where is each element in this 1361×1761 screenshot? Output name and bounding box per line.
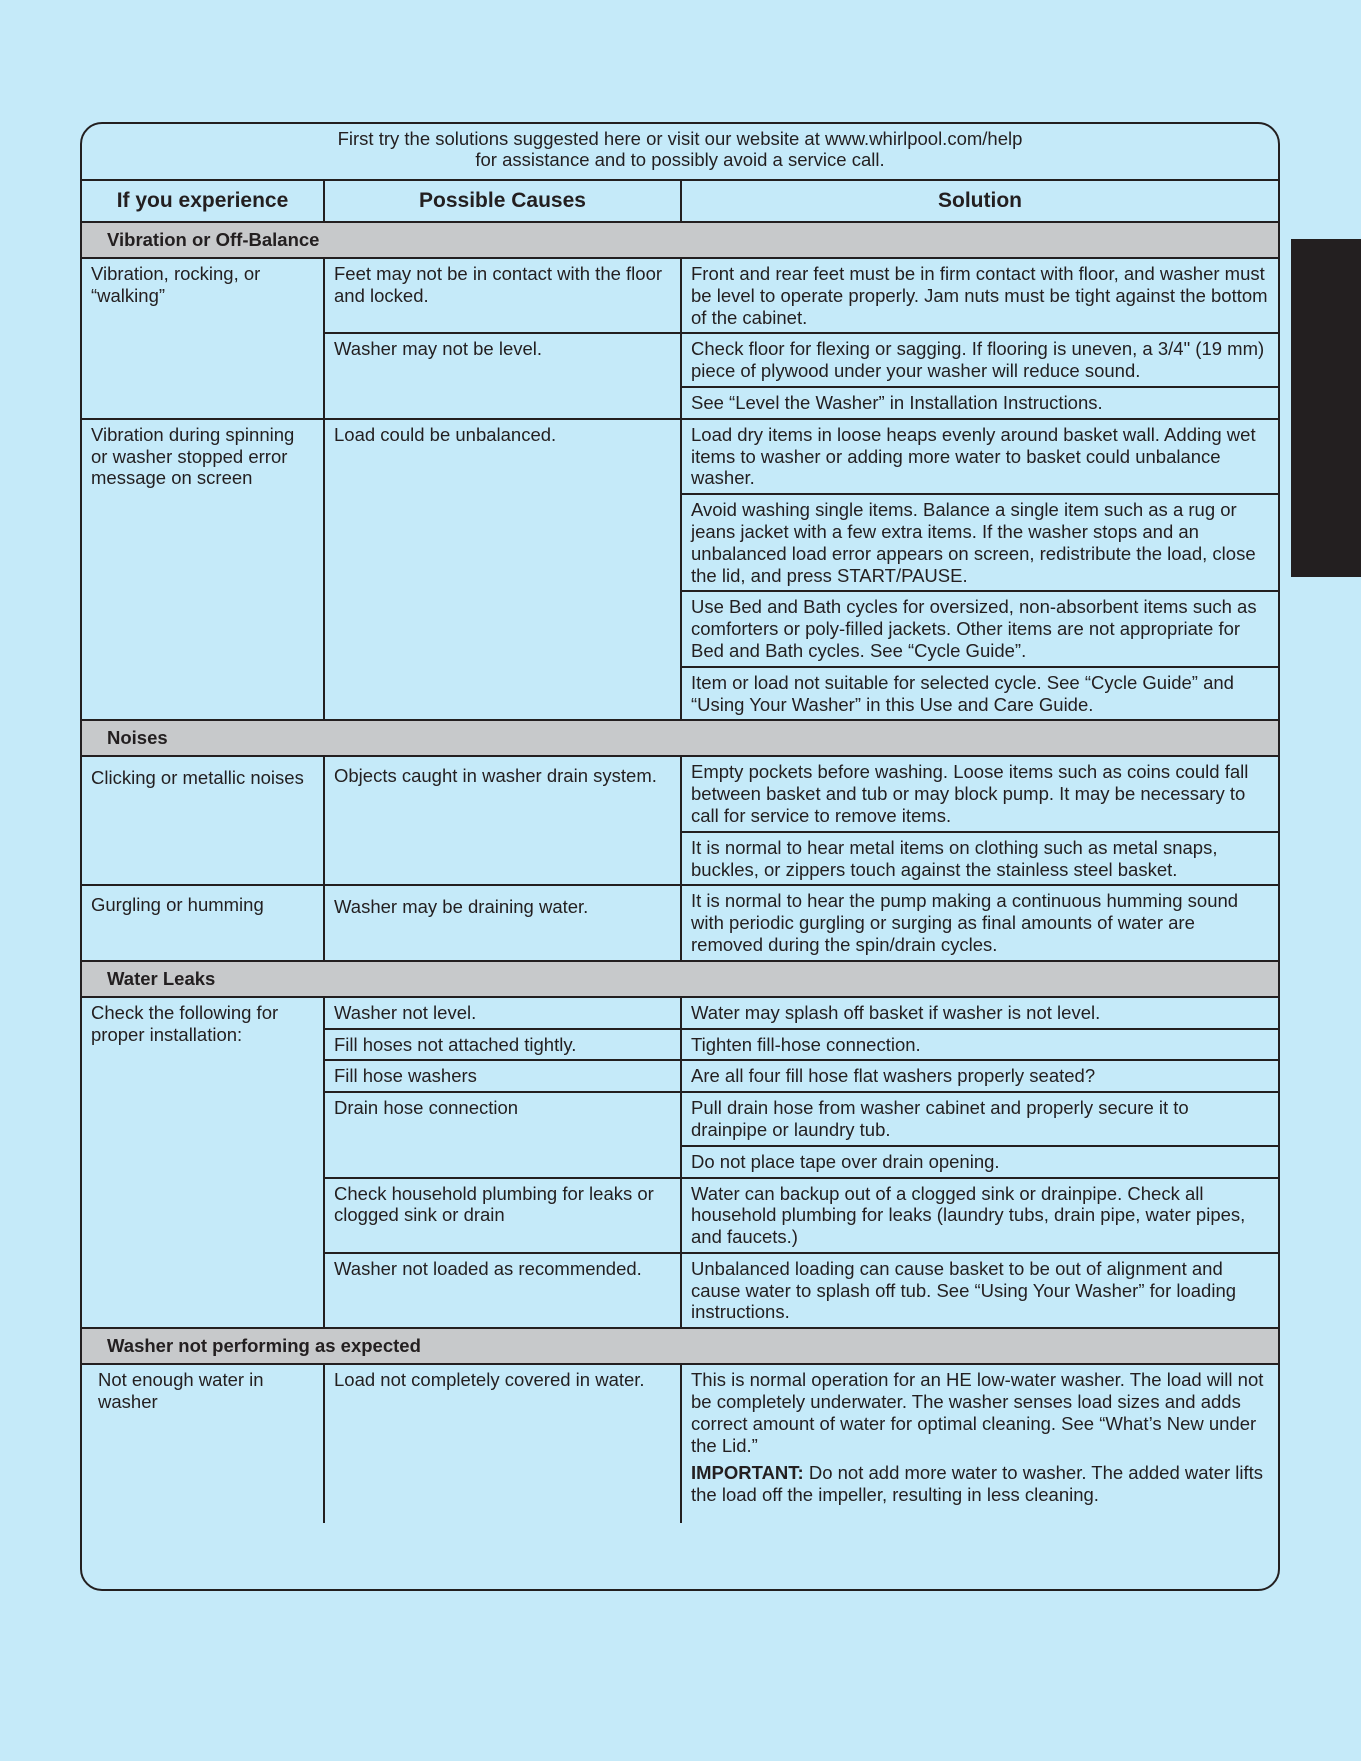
cause-cell: Check household plumbing for leaks or clogged sink or drain (324, 1178, 681, 1253)
cause-cell: Feet may not be in contact with the floor and locked. (324, 258, 681, 333)
solution-cell: See “Level the Washer” in Installation Instructions. (681, 387, 1278, 419)
section-vibration: Vibration or Off-Balance (82, 222, 1278, 258)
solution-cell: Water can backup out of a clogged sink or drainpipe. Check all household plumbing for leaks (laundry tubs, drain pipe, water pipes, and faucets.) (681, 1178, 1278, 1253)
cause-cell: Drain hose connection (324, 1092, 681, 1177)
experience-cell: Not enough water in washer (82, 1364, 324, 1523)
cause-cell: Washer may be draining water. (324, 885, 681, 960)
solution-cell (681, 1364, 1278, 1523)
section-performing: Washer not performing as expected (82, 1328, 1278, 1364)
solution-cell: Load dry items in loose heaps evenly around basket wall. Adding wet items to washer or adding more water to basket could unbalance washer. (681, 419, 1278, 494)
cause-cell: Fill hoses not attached tightly. (324, 1029, 681, 1061)
important-note (691, 1462, 1269, 1506)
solution-cell: Avoid washing single items. Balance a single item such as a rug or jeans jacket with a few extra items. If the washer stops and an unbalanced load error appears on screen, redistribute the load, close the lid, and press START/PAUSE. (681, 494, 1278, 591)
side-tab (1291, 239, 1361, 577)
troubleshooting-chart (80, 122, 1280, 1591)
intro-text (82, 124, 1278, 181)
solution-cell: Are all four fill hose flat washers properly seated? (681, 1060, 1278, 1092)
header-row (82, 181, 1278, 222)
section-leaks: Water Leaks (82, 961, 1278, 997)
solution-cell: Empty pockets before washing. Loose items such as coins could fall between basket and tub or may block pump. It may be necessary to call for service to remove items. (681, 756, 1278, 831)
experience-cell: Vibration during spinning or washer stopped error message on screen (82, 419, 324, 721)
solution-paragraph: This is normal operation for an HE low-water washer. The load will not be completely underwater. The washer senses load sizes and adds correct amount of water for optimal cleaning. See “What’s New under the Lid.” (691, 1369, 1264, 1456)
important-label: IMPORTANT: (691, 1462, 804, 1484)
solution-cell: Unbalanced loading can cause basket to be out of alignment and cause water to splash off tub. See “Using Your Washer” for loading instructions. (681, 1253, 1278, 1328)
solution-cell: Do not place tape over drain opening. (681, 1146, 1278, 1178)
experience-cell: Gurgling or humming (82, 885, 324, 960)
solution-cell: Item or load not suitable for selected cycle. See “Cycle Guide” and “Using Your Washer” in this Use and Care Guide. (681, 667, 1278, 721)
cause-cell: Objects caught in washer drain system. (324, 756, 681, 885)
solution-cell: Water may splash off basket if washer is not level. (681, 997, 1278, 1029)
solution-cell: Tighten fill-hose connection. (681, 1029, 1278, 1061)
solution-cell: Front and rear feet must be in firm contact with floor, and washer must be level to operate properly. Jam nuts must be tight against the bottom of the cabinet. (681, 258, 1278, 333)
solution-cell: Pull drain hose from washer cabinet and properly secure it to drainpipe or laundry tub. (681, 1092, 1278, 1146)
solution-cell: Check floor for flexing or sagging. If flooring is uneven, a 3/4" (19 mm) piece of plywood under your washer will reduce sound. (681, 333, 1278, 387)
solution-cell: It is normal to hear metal items on clothing such as metal snaps, buckles, or zippers touch against the stainless steel basket. (681, 832, 1278, 886)
experience-cell: Vibration, rocking, or “walking” (82, 258, 324, 419)
cause-cell: Fill hose washers (324, 1060, 681, 1092)
cause-cell: Load not completely covered in water. (324, 1364, 681, 1523)
section-noises: Noises (82, 720, 1278, 756)
cause-cell: Washer may not be level. (324, 333, 681, 418)
experience-cell: Clicking or metallic noises (82, 756, 324, 885)
header-causes: Possible Causes (324, 181, 681, 222)
experience-cell: Check the following for proper installation: (82, 997, 324, 1329)
cause-cell: Washer not loaded as recommended. (324, 1253, 681, 1328)
solution-cell: It is normal to hear the pump making a continuous humming sound with periodic gurgling or surging as final amounts of water are removed during the spin/drain cycles. (681, 885, 1278, 960)
header-solution: Solution (681, 181, 1278, 222)
cause-cell: Load could be unbalanced. (324, 419, 681, 721)
important-text: Do not add more water to washer. The added water lifts the load off the impeller, resulting in less cleaning. (691, 1462, 1264, 1506)
troubleshooting-table (82, 181, 1278, 1523)
header-experience: If you experience (82, 181, 324, 222)
intro-line-2: for assistance and to possibly avoid a service call. (475, 149, 885, 170)
cause-cell: Washer not level. (324, 997, 681, 1029)
solution-cell: Use Bed and Bath cycles for oversized, non-absorbent items such as comforters or poly-filled jackets. Other items are not appropriate for Bed and Bath cycles. See “Cycle Guide”. (681, 591, 1278, 666)
intro-line-1: First try the solutions suggested here or visit our website at www.whirlpool.com/help (337, 128, 1023, 149)
